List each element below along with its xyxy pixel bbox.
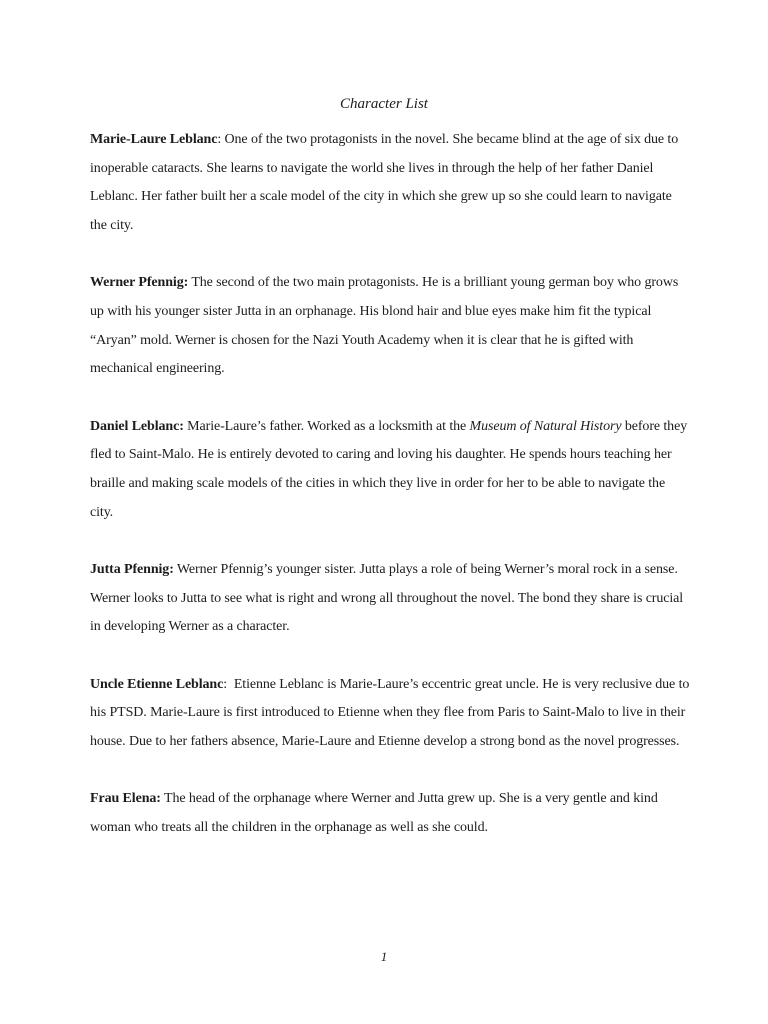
character-description: Werner Pfennig’s younger sister. Jutta plays a role of being Werner’s moral rock in a sense. Werner looks to Jutta to see what is right and wrong all throughout the novel. The bond they share is crucial in developing Werner as a character. (90, 561, 684, 635)
character-entry-frau-elena (90, 785, 690, 842)
character-description: One of the two protagonists in the novel. She became blind at the age of six due to inoperable cataracts. She learns to navigate the world she lives in through the help of her father Daniel Leblanc. Her father built her a scale model of the city in which she grew up so she could learn to navigate the city. (90, 132, 679, 234)
name-separator: : (217, 132, 222, 147)
character-description: The head of the orphanage where Werner and Jutta grew up. She is a very gentle and kind woman who treats all the children in the orphanage as well as she could. (90, 791, 658, 835)
name-separator: : (223, 676, 228, 692)
character-name: Daniel Leblanc: (90, 418, 184, 434)
character-entry-werner (90, 269, 690, 384)
character-name: Uncle Etienne Leblanc (90, 676, 224, 692)
character-description: Marie-Laure’s father. Worked as a locksmith at the (183, 418, 470, 434)
page-number: 1 (380, 949, 388, 964)
museum-title: Museum of Natural History (469, 418, 622, 434)
character-description: The second of the two main protagonists. He is a brilliant young german boy who grows up with his younger sister Jutta in an orphanage. His blond hair and blue eyes make him fit the typical “Aryan” mold. Werner is chosen for the Nazi Youth Academy when it is clear that he is gifted with mechanical engineering. (90, 275, 679, 377)
character-entry-etienne (90, 671, 693, 757)
character-entry-jutta (90, 556, 690, 642)
character-description: Etienne Leblanc is Marie-Laure’s eccentric great uncle. He is very reclusive due to his PTSD. Marie-Laure is first introduced to Etienne when they flee from Paris to Saint-Malo to live in their house. Due to her fathers absence, Marie-Laure and Etienne develop a strong bond as the novel progresses. (90, 676, 693, 749)
character-name: Jutta Pfennig: (90, 561, 174, 577)
page-title: Character List (340, 96, 428, 112)
character-description-continued: before they fled to Saint-Malo. He is entirely devoted to caring and loving his daughter. He spends hours teaching her braille and making scale models of the cities in which they live in order for her to be able to navigate the city. (90, 418, 688, 520)
character-entry-daniel (90, 413, 690, 528)
character-name: Werner Pfennig: (90, 275, 189, 291)
character-name: Frau Elena: (90, 791, 161, 807)
character-list (90, 126, 693, 871)
character-name: Marie-Laure Leblanc (90, 132, 218, 147)
character-entry-marie-laure (90, 126, 690, 241)
